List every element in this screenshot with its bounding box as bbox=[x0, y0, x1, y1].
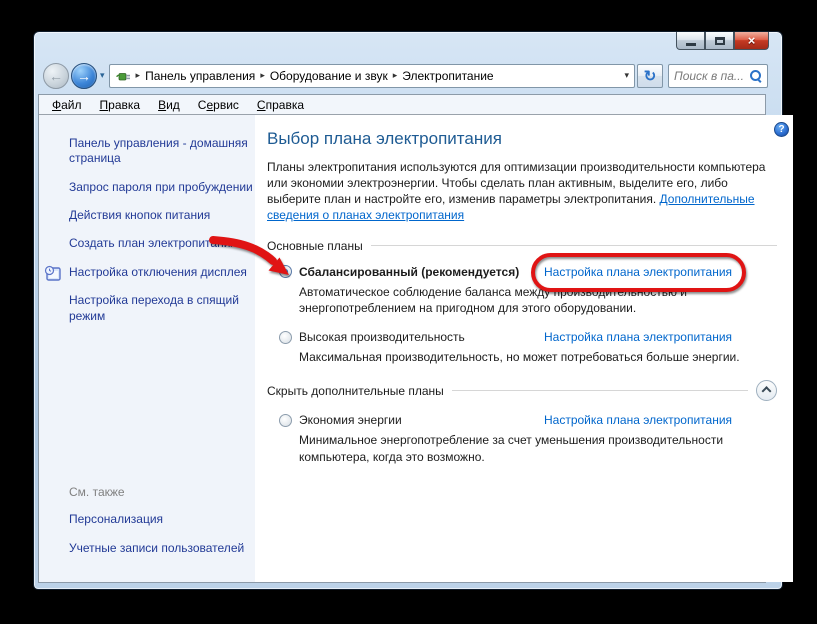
high-performance-settings-link[interactable]: Настройка плана электропитания bbox=[544, 330, 733, 345]
minimize-icon bbox=[686, 43, 696, 46]
menu-help[interactable]: Справка bbox=[256, 97, 305, 112]
breadcrumb-separator-icon: ▸ bbox=[135, 70, 141, 80]
plan-description: Максимальная производительность, но может потребоваться больше энергии. bbox=[299, 350, 740, 365]
sleep-moon-icon bbox=[44, 293, 62, 311]
client-area bbox=[38, 94, 785, 583]
sidebar-item-label: Настройка отключения дисплея bbox=[69, 264, 247, 279]
refresh-button[interactable] bbox=[637, 64, 663, 88]
menu-tools[interactable]: Сервис bbox=[197, 97, 239, 112]
power-options-window bbox=[33, 31, 783, 590]
sidebar-item-personalization[interactable]: Персонализация bbox=[69, 512, 164, 527]
address-bar[interactable] bbox=[109, 64, 635, 88]
section-label: Скрыть дополнительные планы bbox=[267, 383, 444, 398]
breadcrumb-item-hardware-sound[interactable]: Оборудование и звук bbox=[269, 68, 388, 83]
section-primary-plans bbox=[267, 239, 777, 253]
breadcrumb-item-power-options[interactable]: Электропитание bbox=[402, 68, 494, 83]
menu-view[interactable]: Вид bbox=[158, 97, 180, 112]
high-performance-radio[interactable] bbox=[279, 331, 292, 344]
history-dropdown-button[interactable]: ▾ bbox=[100, 70, 105, 80]
back-button[interactable] bbox=[43, 63, 69, 89]
section-rule bbox=[371, 245, 777, 246]
breadcrumb-separator-icon: ▸ bbox=[392, 70, 398, 80]
plan-name: Экономия энергии bbox=[299, 413, 402, 428]
refresh-icon: ↻ bbox=[643, 67, 657, 85]
intro-paragraph: Планы электропитания используются для оптимизации производительности компьютера или экономии электроэнергии. Чтобы сделать план активным, выделите его, либо выберите план и настройте его, изменив параметры электропитания. Дополнительные сведения о планах электропитания bbox=[267, 160, 766, 222]
collapse-plans-button[interactable] bbox=[756, 380, 777, 401]
see-also-header: См. также bbox=[69, 484, 125, 499]
power-saver-settings-link[interactable]: Настройка плана электропитания bbox=[544, 413, 733, 428]
question-mark-icon: ? bbox=[778, 124, 785, 135]
address-dropdown-icon[interactable]: ▾ bbox=[624, 70, 629, 80]
plan-description: Минимальное энергопотребление за счет уменьшения производительности компьютера, когда это возможно. bbox=[299, 433, 724, 464]
plan-row-high-performance bbox=[279, 330, 777, 344]
maximize-button[interactable] bbox=[705, 32, 734, 50]
sidebar-item-create-power-plan[interactable]: Создать план электропитания bbox=[69, 236, 237, 251]
menu-bar bbox=[39, 95, 765, 115]
sidebar-item-control-panel-home[interactable]: Панель управления - домашняя страница bbox=[69, 136, 248, 166]
close-icon: × bbox=[747, 33, 756, 48]
magnifier-icon[interactable] bbox=[749, 69, 762, 82]
plan-row-power-saver bbox=[279, 413, 777, 427]
section-additional-plans bbox=[267, 380, 777, 401]
caption-buttons bbox=[676, 32, 769, 50]
menu-edit[interactable]: Правка bbox=[99, 97, 141, 112]
main-content bbox=[255, 115, 793, 582]
search-input[interactable]: Поиск в па... bbox=[674, 68, 744, 83]
sidebar-item-password-on-wake[interactable]: Запрос пароля при пробуждении bbox=[69, 179, 253, 194]
breadcrumb-separator-icon: ▸ bbox=[260, 70, 265, 80]
sidebar-item-label: Настройка перехода в спящий режим bbox=[69, 293, 239, 323]
maximize-icon bbox=[715, 37, 725, 45]
sidebar bbox=[39, 115, 255, 582]
back-arrow-icon: ← bbox=[49, 67, 63, 84]
display-clock-icon bbox=[44, 265, 62, 283]
power-plug-icon bbox=[115, 68, 131, 84]
window-body bbox=[39, 115, 785, 582]
see-also-section bbox=[69, 485, 250, 569]
plan-name: Высокая производительность bbox=[299, 330, 465, 345]
more-info-link[interactable]: Дополнительные сведения о планах электропитания bbox=[267, 191, 755, 222]
forward-arrow-icon: → bbox=[77, 67, 91, 84]
help-button[interactable] bbox=[774, 122, 789, 137]
page-title: Выбор плана электропитания bbox=[267, 129, 502, 148]
sidebar-item-power-button-actions[interactable]: Действия кнопок питания bbox=[69, 208, 211, 223]
sidebar-item-user-accounts[interactable]: Учетные записи пользователей bbox=[69, 540, 245, 555]
forward-button[interactable] bbox=[71, 63, 97, 89]
menu-file[interactable]: Файл bbox=[52, 97, 82, 112]
sidebar-item-display-off-settings[interactable] bbox=[69, 265, 254, 280]
search-box[interactable] bbox=[668, 64, 768, 88]
breadcrumb-item-control-panel[interactable]: Панель управления bbox=[145, 68, 256, 83]
titlebar[interactable] bbox=[34, 32, 782, 57]
plan-name: Сбалансированный (рекомендуется) bbox=[299, 264, 520, 279]
sidebar-item-sleep-settings[interactable] bbox=[69, 293, 254, 324]
section-rule bbox=[452, 390, 748, 391]
balanced-plan-settings-link[interactable]: Настройка плана электропитания bbox=[544, 264, 733, 279]
navigation-bar bbox=[34, 57, 782, 94]
chevron-up-icon bbox=[762, 386, 772, 396]
plan-description: Автоматическое соблюдение баланса между производительностью и энергопотреблением на пригодном для этого оборудовании. bbox=[299, 284, 688, 315]
minimize-button[interactable] bbox=[676, 32, 705, 50]
power-saver-radio[interactable] bbox=[279, 414, 292, 427]
section-label: Основные планы bbox=[267, 238, 363, 253]
close-button[interactable] bbox=[734, 32, 769, 50]
plan-row-balanced bbox=[279, 265, 777, 279]
balanced-plan-radio[interactable] bbox=[279, 265, 292, 278]
